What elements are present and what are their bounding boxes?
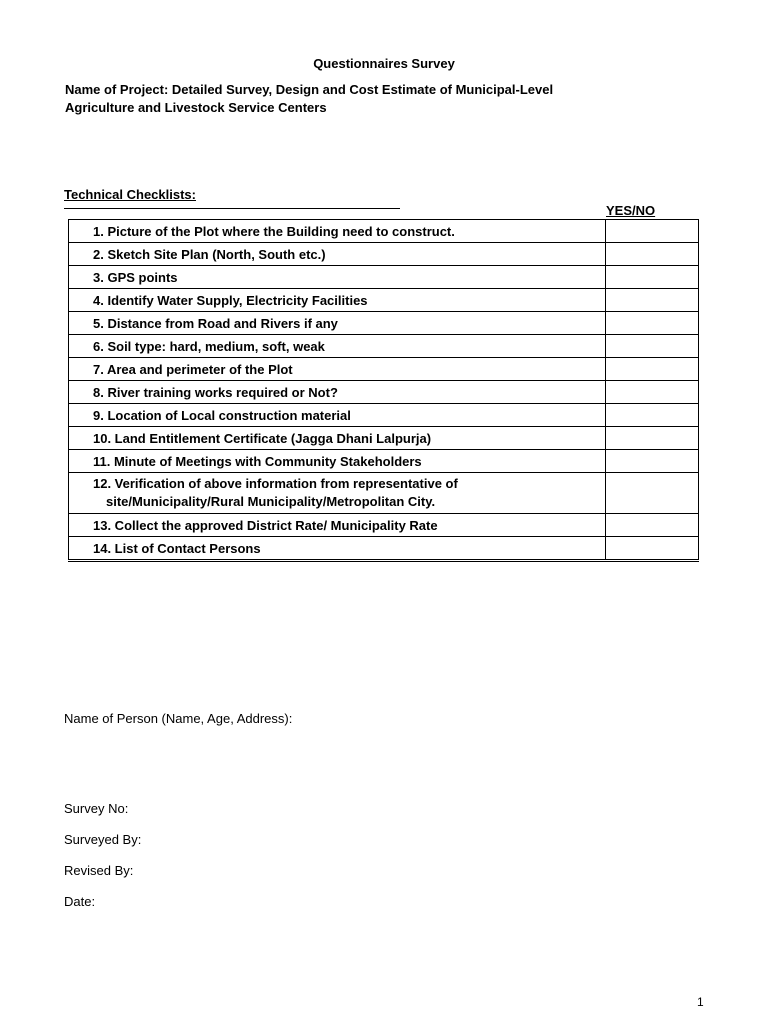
table-row: [69, 537, 699, 561]
answer-cell[interactable]: [606, 243, 699, 266]
table-row: [69, 335, 699, 358]
answer-cell[interactable]: [606, 450, 699, 473]
table-row: [69, 381, 699, 404]
answer-cell[interactable]: [606, 514, 699, 537]
table-row: [69, 243, 699, 266]
checklist-item: 13. Collect the approved District Rate/ Municipality Rate: [69, 514, 606, 537]
answer-cell[interactable]: [606, 335, 699, 358]
heading-rule: [64, 208, 400, 209]
checklist-item: 1. Picture of the Plot where the Building need to construct.: [69, 220, 606, 243]
person-field-label: Name of Person (Name, Age, Address):: [64, 711, 293, 726]
checklist-item: 8. River training works required or Not?: [69, 381, 606, 404]
checklist-item: 10. Land Entitlement Certificate (Jagga Dhani Lalpurja): [69, 427, 606, 450]
answer-cell[interactable]: [606, 404, 699, 427]
checklist-heading: Technical Checklists:: [64, 187, 196, 202]
checklist-item: 5. Distance from Road and Rivers if any: [69, 312, 606, 335]
checklist-item: 9. Location of Local construction material: [69, 404, 606, 427]
checklist-item-line-2: site/Municipality/Rural Municipality/Metropolitan City.: [106, 494, 436, 509]
answer-cell[interactable]: [606, 289, 699, 312]
checklist-item-line-1: 12. Verification of above information from representative of: [93, 476, 458, 491]
table-row: [69, 289, 699, 312]
project-name-line-2: Agriculture and Livestock Service Centers: [65, 100, 327, 115]
table-row: [69, 427, 699, 450]
checklist-item: 7. Area and perimeter of the Plot: [69, 358, 606, 381]
doc-title: Questionnaires Survey: [313, 56, 455, 71]
answer-cell[interactable]: [606, 220, 699, 243]
table-row: [69, 404, 699, 427]
revised-by-label: Revised By:: [64, 863, 134, 878]
survey-no-label: Survey No:: [64, 801, 129, 816]
checklist-item: 11. Minute of Meetings with Community Stakeholders: [69, 450, 606, 473]
answer-cell[interactable]: [606, 266, 699, 289]
answer-cell[interactable]: [606, 427, 699, 450]
project-name: [65, 81, 685, 117]
page-number: 1: [697, 995, 704, 1009]
checklist-item: 6. Soil type: hard, medium, soft, weak: [69, 335, 606, 358]
date-label: Date:: [64, 894, 96, 909]
checklist-item: 14. List of Contact Persons: [69, 537, 606, 561]
checklist-item: [69, 473, 606, 514]
checklist-item: 4. Identify Water Supply, Electricity Facilities: [69, 289, 606, 312]
project-name-line-1: Name of Project: Detailed Survey, Design and Cost Estimate of Municipal-Level: [65, 82, 554, 97]
checklist-item: 2. Sketch Site Plan (North, South etc.): [69, 243, 606, 266]
table-row: [69, 358, 699, 381]
table-row: [69, 450, 699, 473]
answer-cell[interactable]: [606, 473, 699, 514]
yes-no-header: YES/NO: [606, 203, 656, 218]
answer-cell[interactable]: [606, 381, 699, 404]
answer-cell[interactable]: [606, 537, 699, 561]
answer-cell[interactable]: [606, 312, 699, 335]
answer-cell[interactable]: [606, 358, 699, 381]
table-row: [69, 220, 699, 243]
checklist-item: 3. GPS points: [69, 266, 606, 289]
table-row: [69, 266, 699, 289]
checklist-table: [68, 219, 699, 562]
surveyed-by-label: Surveyed By:: [64, 832, 142, 847]
table-row: [69, 312, 699, 335]
table-row: [69, 514, 699, 537]
table-row: [69, 473, 699, 514]
